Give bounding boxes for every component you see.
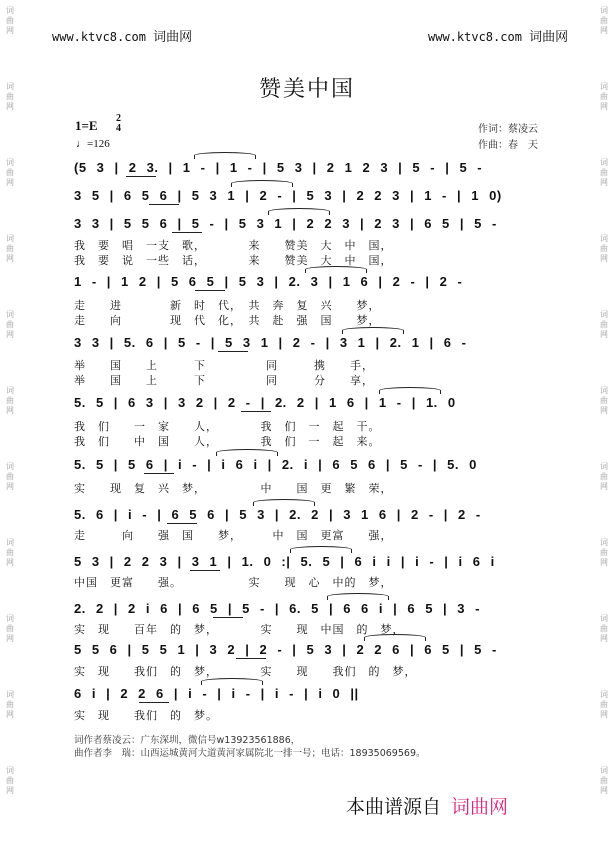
music-line <box>74 156 544 179</box>
watermark-char: 网 <box>600 786 608 795</box>
composer-info: 曲作者李 瑞：山西运城黄河大道黄河家属院北一排一号；电话：18935069569。 <box>74 748 426 759</box>
watermark-block <box>596 690 612 736</box>
watermark-char: 曲 <box>600 244 608 253</box>
watermark-char: 网 <box>6 406 14 415</box>
site-brand: 词曲网 <box>529 30 569 45</box>
watermark-char: 曲 <box>6 320 14 329</box>
watermark-char: 词 <box>600 614 608 623</box>
meter-top: 2 <box>116 113 121 124</box>
watermark-char: 曲 <box>6 624 14 633</box>
watermark-block <box>596 614 612 660</box>
watermark-char: 网 <box>6 254 14 263</box>
notation-text: (5 3 | 2 3. | 1 - | 1 - | 5 3 | 2 1 2 3 | 5 - | 5 - <box>74 160 483 175</box>
watermark-char: 词 <box>6 690 14 699</box>
author-info <box>74 734 426 760</box>
watermark-block <box>2 766 18 812</box>
notation-text: 3 3 | 5 5 6 | 5 - | 5 3 1 | 2 2 3 | 2 3 | 6 5 | 5 - <box>74 216 497 231</box>
notation-text: 6 i | 2 2 6 | i - | i - | i - | i 0 || <box>74 686 359 701</box>
music-line <box>74 597 544 620</box>
watermark-char: 词 <box>6 386 14 395</box>
lyric-line: 走 向 强 国 梦， 中 国 更富 强， <box>74 529 393 542</box>
source-brand[interactable]: 词曲网 <box>451 796 509 818</box>
header-site-left <box>52 26 192 45</box>
site-url[interactable]: www.ktvc8.com <box>428 30 522 44</box>
lyric-line: 中国 更富 强。 实 现 心 中的 梦， <box>74 576 393 589</box>
notation-text: 5. 5 | 6 3 | 3 2 | 2 - | 2. 2 | 1 6 | 1 - | 1. 0 <box>74 395 456 410</box>
slur-mark <box>327 593 389 600</box>
watermark-char: 词 <box>600 158 608 167</box>
watermark-char: 网 <box>600 178 608 187</box>
watermark-char: 曲 <box>6 472 14 481</box>
watermark-char: 网 <box>600 102 608 111</box>
watermark-char: 词 <box>6 462 14 471</box>
notation-text: 3 3 | 5. 6 | 5 - | 5 3 1 | 2 - | 3 1 | 2. 1 | 6 - <box>74 335 467 350</box>
watermark-char: 曲 <box>6 776 14 785</box>
watermark-char: 词 <box>600 310 608 319</box>
beam-underline <box>172 232 202 233</box>
slur-mark <box>231 180 293 187</box>
beam-underline <box>213 617 243 618</box>
watermark-char: 网 <box>6 102 14 111</box>
watermark-block <box>596 462 612 508</box>
beam-underline <box>126 176 156 177</box>
watermark-char: 网 <box>6 558 14 567</box>
watermark-char: 曲 <box>600 472 608 481</box>
watermark-char: 曲 <box>6 396 14 405</box>
lyric-line: 实 现 复 兴 梦， 中 国 更 繁 荣， <box>74 482 393 495</box>
source-note <box>346 792 508 819</box>
watermark-char: 网 <box>600 482 608 491</box>
watermark-char: 曲 <box>600 320 608 329</box>
watermark-char: 网 <box>6 710 14 719</box>
lyric-line: 实 现 我们 的 梦， 实 现 我们 的 梦， <box>74 665 417 678</box>
watermark-char: 词 <box>6 234 14 243</box>
notation-text: 1 - | 1 2 | 5 6 5 | 5 3 | 2. 3 | 1 6 | 2 - | 2 - <box>74 274 463 289</box>
watermark-char: 词 <box>6 6 14 15</box>
tempo-mark: ♩=126 <box>76 138 110 150</box>
music-line <box>74 682 544 705</box>
watermark-char: 词 <box>600 82 608 91</box>
slur-mark <box>216 449 278 456</box>
watermark-char: 曲 <box>600 548 608 557</box>
right-watermark-column <box>596 0 612 812</box>
watermark-char: 网 <box>6 330 14 339</box>
beam-underline <box>144 473 174 474</box>
meter-bottom: 4 <box>116 123 121 134</box>
lyric-line: 我 们 中 国 人， 我 们 一 起 来。 <box>74 435 381 448</box>
notation-text: 5 5 6 | 5 5 1 | 3 2 | 2 - | 5 3 | 2 2 6 | 6 5 | 5 - <box>74 642 497 657</box>
beam-underline <box>149 204 179 205</box>
watermark-block <box>2 158 18 204</box>
watermark-char: 词 <box>600 766 608 775</box>
music-line <box>74 638 544 661</box>
watermark-char: 网 <box>6 786 14 795</box>
watermark-char: 曲 <box>600 16 608 25</box>
watermark-char: 曲 <box>6 700 14 709</box>
slur-mark <box>379 387 441 394</box>
watermark-block <box>596 386 612 432</box>
lyric-line: 举 国 上 下 同 携 手， <box>74 359 374 372</box>
credits <box>478 122 538 154</box>
watermark-char: 曲 <box>6 92 14 101</box>
lyric-line: 我 要 说 一些 话， 来 赞美 大 中 国， <box>74 254 393 267</box>
watermark-block <box>2 310 18 356</box>
music-line <box>74 212 544 235</box>
watermark-char: 词 <box>6 310 14 319</box>
lyric-line: 举 国 上 下 同 分 享， <box>74 374 374 387</box>
slur-mark <box>201 678 263 685</box>
watermark-block <box>2 690 18 736</box>
watermark-char: 曲 <box>6 548 14 557</box>
watermark-char: 词 <box>600 538 608 547</box>
watermark-char: 词 <box>600 690 608 699</box>
slur-mark <box>290 546 352 553</box>
watermark-char: 词 <box>600 234 608 243</box>
beam-underline <box>195 290 225 291</box>
beam-underline <box>218 351 248 352</box>
watermark-char: 词 <box>6 538 14 547</box>
watermark-char: 曲 <box>6 244 14 253</box>
music-line <box>74 550 544 573</box>
lyric-line: 走 进 新 时 代， 共 奔 复 兴 梦， <box>74 299 381 312</box>
lyric-line: 走 向 现 代 化， 共 赴 强 国 梦， <box>74 314 381 327</box>
lyricist: 作词：蔡凌云 <box>478 124 538 135</box>
watermark-block <box>596 766 612 812</box>
watermark-char: 网 <box>6 634 14 643</box>
watermark-char: 曲 <box>600 92 608 101</box>
watermark-block <box>2 538 18 584</box>
music-line <box>74 184 544 207</box>
lyric-line: 实 现 百年 的 梦， 实 现 中国 的 梦， <box>74 623 405 636</box>
watermark-block <box>596 158 612 204</box>
lyric-line: 我 要 唱 一支 歌， 来 赞美 大 中 国， <box>74 239 393 252</box>
watermark-char: 网 <box>6 482 14 491</box>
watermark-block <box>2 6 18 52</box>
watermark-char: 曲 <box>600 700 608 709</box>
lyric-line: 实 现 我们 的 梦。 <box>74 709 218 722</box>
music-line <box>74 453 544 476</box>
watermark-char: 网 <box>600 26 608 35</box>
notation-text: 5 3 | 2 2 3 | 3 1 | 1. 0 :| 5. 5 | 6 i i | i - | i 6 i <box>74 554 495 569</box>
watermark-char: 曲 <box>600 396 608 405</box>
watermark-char: 曲 <box>600 168 608 177</box>
watermark-char: 网 <box>600 254 608 263</box>
slur-mark <box>194 152 256 159</box>
watermark-char: 词 <box>6 158 14 167</box>
beam-underline <box>241 411 271 412</box>
site-url[interactable]: www.ktvc8.com <box>52 30 146 44</box>
watermark-block <box>596 6 612 52</box>
lyricist-info: 词作者蔡凌云：广东深圳，微信号w13923561886， <box>74 735 301 746</box>
watermark-char: 网 <box>6 26 14 35</box>
beam-underline <box>190 570 220 571</box>
beam-underline <box>139 702 169 703</box>
slur-mark <box>342 327 404 334</box>
watermark-char: 曲 <box>600 776 608 785</box>
slur-mark <box>268 208 330 215</box>
watermark-char: 词 <box>6 766 14 775</box>
watermark-char: 网 <box>600 558 608 567</box>
watermark-char: 词 <box>6 614 14 623</box>
song-title: 赞美中国 <box>258 77 355 102</box>
watermark-char: 曲 <box>6 16 14 25</box>
header-site-right <box>428 26 568 45</box>
watermark-char: 词 <box>600 462 608 471</box>
beam-underline <box>236 658 266 659</box>
watermark-char: 曲 <box>600 624 608 633</box>
left-watermark-column <box>2 0 18 812</box>
notation-text: 2. 2 | 2 i 6 | 6 5 | 5 - | 6. 5 | 6 6 i | 6 5 | 3 - <box>74 601 480 616</box>
watermark-char: 网 <box>600 406 608 415</box>
lyric-line: 我 们 一 家 人， 我 们 一 起 干。 <box>74 420 381 433</box>
watermark-char: 网 <box>600 634 608 643</box>
watermark-char: 网 <box>600 330 608 339</box>
music-line <box>74 331 544 354</box>
watermark-char: 词 <box>6 82 14 91</box>
key-signature: 1=E <box>75 118 98 133</box>
watermark-char: 网 <box>600 710 608 719</box>
watermark-char: 网 <box>6 178 14 187</box>
watermark-block <box>596 538 612 584</box>
watermark-block <box>596 310 612 356</box>
music-line <box>74 391 544 414</box>
notation-text: 5. 6 | i - | 6 5 6 | 5 3 | 2. 2 | 3 1 6 | 2 - | 2 - <box>74 507 481 522</box>
watermark-char: 词 <box>600 6 608 15</box>
notation-text: 5. 5 | 5 6 | i - | i 6 i | 2. i | 6 5 6 | 5 - | 5. 0 <box>74 457 477 472</box>
music-line <box>74 270 544 293</box>
source-prefix: 本曲谱源自 <box>346 796 442 818</box>
watermark-block <box>2 462 18 508</box>
notation-text: 3 5 | 6 5 6 | 5 3 1 | 2 - | 5 3 | 2 2 3 | 1 - | 1 0) <box>74 188 502 203</box>
watermark-block <box>2 234 18 280</box>
watermark-char: 曲 <box>6 168 14 177</box>
music-line <box>74 503 544 526</box>
watermark-block <box>2 614 18 660</box>
watermark-block <box>596 234 612 280</box>
watermark-block <box>2 386 18 432</box>
beam-underline <box>167 523 197 524</box>
watermark-char: 词 <box>600 386 608 395</box>
slur-mark <box>253 499 315 506</box>
composer: 作曲：春 天 <box>478 140 538 151</box>
time-signature <box>116 114 121 134</box>
site-brand: 词曲网 <box>153 30 193 45</box>
